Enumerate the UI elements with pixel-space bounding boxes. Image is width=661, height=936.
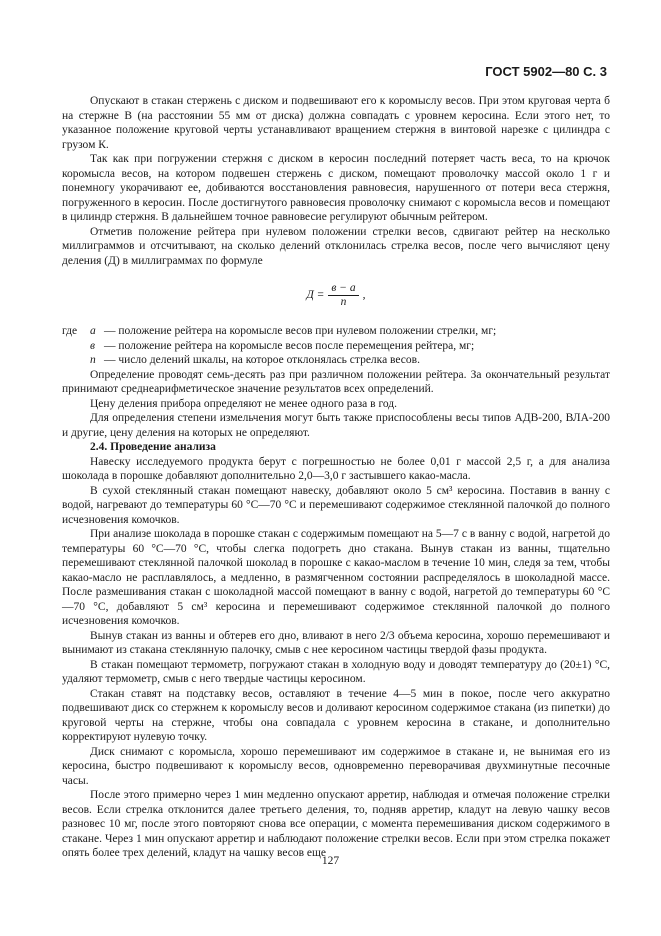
paragraph: Опускают в стакан стержень с диском и подвешивают его к коромыслу весов. При этом круговая черта б на стержне В (на расстоянии 55 мм от диска) должна совпадать с уровнем керосина. Если этого нет, то указанное положение круговой черты устанавливают вращением стержня в винтовой нарезке с цилиндра с грузом К. [62,95,610,151]
definition-lead [62,339,90,354]
page-body [62,94,610,861]
paragraph: Диск снимают с коромысла, хорошо перемешивают им содержимое в стакане и, не вынимая его из керосина, быстро подвешивают к коромыслу весов, одновременно переворачивая двухминутные песочные часы. [62,745,610,787]
paragraph: При анализе шоколада в порошке стакан с содержимым помещают на 5—7 с в ванну с водой, нагретой до температуры 60 °С—70 °С, чтобы слегка подогреть дно стакана. Вынув стакан из ванны, тщательно перемешивают стеклянной палочкой шоколад в порошке с какао-маслом в течение 10 мин, следя за тем, чтобы какао-масло не расплавлялось, а медленно, в размягченном состоянии распределялось в шоколадной массе. После размешивания стакан с шоколадной массой помещают в ванну с водой, нагретой до температуры 60 °С—70 °С, добавляют 5 см³ керосина и перемешивают содержимое стеклянной палочкой до полного исчезновения комочков. [62,528,610,627]
paragraph: Цену деления прибора определяют не менее одного раза в год. [90,397,398,410]
formula [62,282,610,314]
paragraph: Так как при погружении стержня с диском в керосин последний потеряет часть веса, то на крючок коромысла весов, на котором подвешен стержень с диском, помещают проволочку массой около 1 г и понемногу укорачивают ее, добиваются восстановления равновесия, нарушенного от потери веса стержня, погруженного в керосин. После достигнутого равновесия проволочку снимают с коромысла весов и помещают в цилиндр стержня. В дальнейшем точное равновесие регулируют обычным рейтером. [62,153,610,223]
section-heading: 2.4. Проведение анализа [90,441,216,453]
paragraph: Вынув стакан из ванны и обтерев его дно, вливают в него 2/3 объема керосина, хорошо перемешивают и вынимают из стакана стеклянную палочку, смыв с нее керосином частицы твердой фазы продукта. [62,629,610,656]
definition-symbol: а [90,325,96,337]
page-number: 127 [321,855,340,867]
definition-symbol: в [90,339,95,352]
running-header: ГОСТ 5902—80 С. 3 [485,64,607,79]
formula-denominator: n [340,296,347,308]
paragraph: Отметив положение рейтера при нулевом положении стрелки весов, сдвигают рейтер на несколько миллиграммов и отсчитывают, на сколько делений отклонилась стрелка весов, после чего вычисляют цену деления (Д) в миллиграммах по формуле [62,225,610,267]
definition-text: — положение рейтера на коромысле весов после перемещения рейтера, мг; [104,339,475,352]
definition-row [62,324,610,339]
definition-lead: где [62,325,78,337]
paragraph: В стакан помещают термометр, погружают стакан в холодную воду и доводят температуру до (20±1) °С, удаляют термометр, смыв с него твердые частицы керосином. [62,658,610,685]
definition-text: — число делений шкалы, на которое отклонялась стрелка весов. [104,354,420,366]
definition-symbol: n [90,354,96,366]
formula-lhs: Д = [306,289,325,302]
paragraph: Для определения степени измельчения могут быть также приспособлены весы типов АДВ-200, ВЛА-200 и другие, цену деления на которых не определяют. [62,412,610,439]
paragraph: В сухой стеклянный стакан помещают навеску, добавляют около 5 см³ керосина. Поставив в ванну с водой, нагревают до температуры 60 °С—70 °С и перемешивают содержимое стеклянной палочкой до полного исчезновения комочков. [62,484,610,526]
definition-row [62,339,610,354]
formula-numerator: в − а [328,282,358,296]
definition-lead [62,353,90,368]
formula-fraction [328,282,358,309]
paragraph: После этого примерно через 1 мин медленно опускают арретир, наблюдая и отмечая положение стрелки весов. Если стрелка отклонится далее третьего деления, то, подняв арретир, кладут на левую чашку весов разновес 10 мг, после этого повторяют снова все операции, с момента перемешивания диском содержимого в стакане. Через 1 мин опускают арретир и наблюдают положение стрелки весов. Если при этом стрелка покажет опять более трех делений, кладут на чашку весов еще [62,789,610,859]
definition-row [62,353,610,368]
paragraph: Определение проводят семь-десять раз при различном положении рейтера. За окончательный результат принимают среднеарифметическое значение результатов всех определений. [62,368,610,395]
paragraph: Стакан ставят на подставку весов, оставляют в течение 4—5 мин в покое, после чего аккуратно подвешивают диск со стержнем к коромыслу весов и доливают керосином содержимое стакана (из пипетки) до круговой черты на стержне, чтобы она совпадала с уровнем керосина в стакане, и дополнительно корректируют нулевую точку. [62,687,610,743]
paragraph: Навеску исследуемого продукта берут с погрешностью не более 0,01 г массой 2,5 г, а для анализа шоколада в порошке добавляют дополнительно 2,0—3,0 г застывшего какао-масла. [62,455,610,482]
definition-text: — положение рейтера на коромысле весов при нулевом положении стрелки, мг; [104,325,497,337]
formula-definitions [62,324,610,368]
formula-tail: , [362,289,366,302]
